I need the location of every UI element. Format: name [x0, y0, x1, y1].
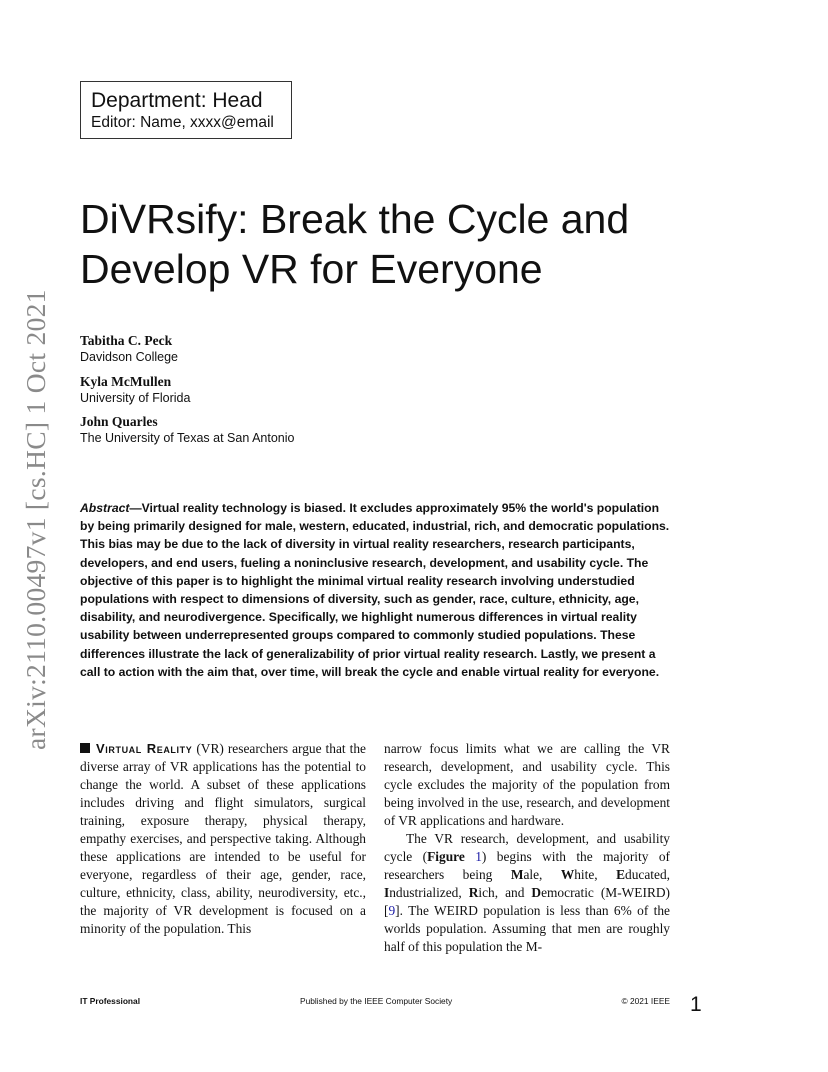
- section-start-square-icon: [80, 743, 90, 753]
- footer-journal: IT Professional: [80, 996, 141, 1006]
- author-name: Kyla McMullen: [80, 374, 172, 389]
- abstract-label: Abstract: [80, 501, 130, 515]
- paper-title-line-1: DiVRsify: Break the Cycle and: [80, 196, 630, 242]
- department-head: Department: Head: [91, 89, 263, 112]
- footer-publisher: Published by the IEEE Computer Society: [300, 996, 453, 1006]
- body-paragraph: The VR research, development, and usability cycle (Figure 1) begins with the majority of researchers being Male, White, Educated, Industrialized, Rich, and Democratic (M-WEIRD) [9]. The WEIRD population is less than 6% of the worlds population. Assuming that men are roughly half of this population the M-: [384, 831, 671, 954]
- author-name: John Quarles: [80, 414, 158, 429]
- author-block: [80, 414, 294, 447]
- abstract-dash: —: [129, 501, 142, 515]
- body-column-right: [384, 740, 670, 956]
- citation-link[interactable]: 9: [388, 903, 396, 918]
- author-block: [80, 374, 190, 407]
- department-editor: Editor: Name, xxxx@email: [91, 114, 274, 131]
- paper-title: [80, 194, 700, 294]
- lead-in-phrase: Virtual Reality: [96, 741, 193, 756]
- body-paragraph: narrow focus limits what we are calling the VR research, development, and usability cycle. This cycle excludes the majority of the population from being involved in the use, research, and development of VR applications and hardware.: [384, 741, 670, 828]
- author-affiliation: Davidson College: [80, 350, 178, 364]
- author-block: [80, 333, 178, 366]
- page-footer: [80, 996, 670, 1010]
- body-paragraph: [80, 740, 366, 938]
- footer-copyright: © 2021 IEEE: [621, 996, 670, 1006]
- department-header-box: [80, 81, 292, 139]
- page-number: 1: [690, 993, 702, 1016]
- author-affiliation: University of Florida: [80, 391, 191, 405]
- author-affiliation: The University of Texas at San Antonio: [80, 431, 295, 445]
- body-text: (VR) researchers argue that the diverse array of VR applications has the potential to change the world. A subset of these applications includes driving and flight simulators, surgical training, exposure therapy, physical therapy, empathy exercises, and perspective taking. Although these applications are intended to be useful for everyone, regardless of their age, gender, race, culture, ethnicity, class, ability, neurodiversity, etc., the majority of VR development is focused on a minority of the population. This: [80, 741, 366, 936]
- body-column-left: [80, 740, 366, 938]
- arxiv-identifier-stamp: arXiv:2110.00497v1 [cs.HC] 1 Oct 2021: [20, 289, 51, 750]
- abstract: [80, 499, 670, 681]
- author-name: Tabitha C. Peck: [80, 333, 173, 348]
- figure-reference-label: Figure: [427, 849, 465, 864]
- paper-title-line-2: Develop VR for Everyone: [80, 246, 543, 292]
- figure-link[interactable]: 1: [475, 849, 482, 864]
- abstract-text: Virtual reality technology is biased. It excludes approximately 95% the world's population by being primarily designed for male, western, educated, industrial, rich, and democratic populations. This bias may be due to the lack of diversity in virtual reality researchers, research participants, developers, and end users, fueling a noninclusive research, development, and usability cycle. The objective of this paper is to highlight the minimal virtual reality research involving understudied populations with respect to dimensions of diversity, such as gender, race, culture, ethnicity, age, disability, and neurodivergence. Specifically, we highlight numerous differences in virtual reality usability between underrepresented groups compared to commonly studied populations. These differences illustrate the lack of generalizability of prior virtual reality research. Lastly, we present a call to action with the aim that, over time, will break the cycle and enable virtual reality for everyone.: [80, 501, 670, 679]
